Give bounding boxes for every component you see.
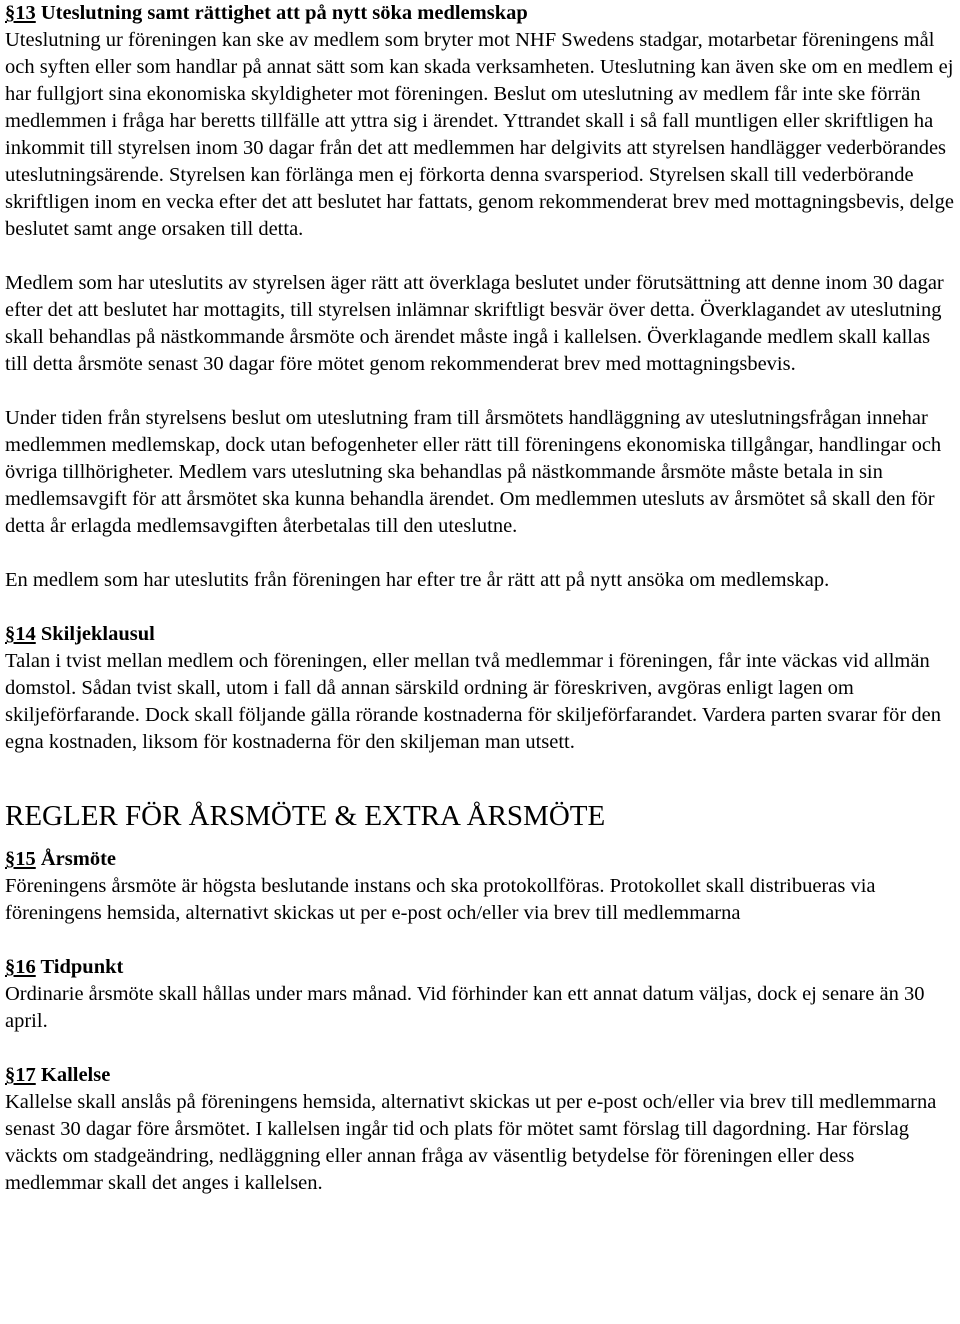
section-14-title: Skiljeklausul [35,623,155,645]
section-13-paragraph-4: En medlem som har uteslutits från föreningen har efter tre år rätt att på nytt ansöka om medlemskap. [5,569,830,591]
rules-heading: REGLER FÖR ÅRSMÖTE & EXTRA ÅRSMÖTE [5,800,606,832]
section-17-title: Kallelse [35,1064,111,1086]
section-17-heading [5,1062,957,1089]
section-15-number: §15 [5,848,36,870]
section-13-number: §13 [5,2,36,24]
section-17-number: §17 [5,1064,36,1086]
section-13-paragraph-1: Uteslutning ur föreningen kan ske av medlem som bryter mot NHF Swedens stadgar, motarbetar föreningens mål och syften eller som handlar på annat sätt som kan skada verksamheten. Uteslutning kan även ske om en medlem ej har fullgjort sina ekonomiska skyldigheter mot föreningen. Beslut om uteslutning av medlem får inte ske förrän medlemmen i fråga har beretts tillfälle att yttra sig i ärendet. Yttrandet skall i så fall muntligen eller skriftligen ha inkommit till styrelsen inom 30 dagar från det att medlemmen har delgivits att styrelsen handlägger vederbörandes uteslutningsärende. Styrelsen kan förlänga men ej förkorta denna svarsperiod. Styrelsen skall till vederbörande skriftligen inom en vecka efter det att beslutet har fattats, genom rekommenderat brev med mottagningsbevis, delge beslutet samt ange orsaken till detta. [5,29,954,240]
section-13-title: Uteslutning samt rättighet att på nytt söka medlemskap [35,2,528,24]
section-14-number: §14 [5,623,36,645]
section-16-title: Tidpunkt [35,956,124,978]
section-14-paragraph-1: Talan i tvist mellan medlem och föreningen, eller mellan två medlemmar i föreningen, får inte väckas vid allmän domstol. Sådan tvist skall, utom i fall då annan särskild ordning är föreskriven, avgöras enligt lagen om skiljeförfarande. Dock skall följande gälla rörande kostnaderna för skiljeförfarandet. Vardera parten svarar för den egna kostnaden, liksom för kostnaderna för den skiljeman man utsett. [5,650,941,753]
section-13-heading [5,0,957,27]
section-15-title: Årsmöte [35,848,117,870]
section-16-number: §16 [5,956,36,978]
section-15-paragraph-1: Föreningens årsmöte är högsta beslutande instans och ska protokollföras. Protokollet skall distribueras via föreningens hemsida, alternativt skickas ut per e-post och/eller via brev till medlemmarna [5,875,876,924]
section-16-heading [5,954,957,981]
section-15-heading [5,846,957,873]
section-13-paragraph-2: Medlem som har uteslutits av styrelsen äger rätt att överklaga beslutet under förutsättning att denne inom 30 dagar efter det att beslutet har mottagits, till styrelsen inlämnar skriftligt besvär över detta. Överklagandet av uteslutning skall behandlas på nästkommande årsmöte och ärendet måste ingå i kallelsen. Överklagande medlem skall kallas till detta årsmöte senast 30 dagar före mötet genom rekommenderat brev med mottagningsbevis. [5,272,944,375]
document-page [5,0,957,1197]
section-17-paragraph-1: Kallelse skall anslås på föreningens hemsida, alternativt skickas ut per e-post och/eller via brev till medlemmarna senast 30 dagar före årsmötet. I kallelsen ingår tid och plats för mötet samt förslag till dagordning. Har förslag väckts om stadgeändring, nedläggning eller annan fråga av väsentlig betydelse för föreningen eller dess medlemmar skall det anges i kallelsen. [5,1091,937,1194]
section-16-paragraph-1: Ordinarie årsmöte skall hållas under mars månad. Vid förhinder kan ett annat datum väljas, dock ej senare än 30 april. [5,983,925,1032]
section-14-heading [5,621,957,648]
section-13-paragraph-3: Under tiden från styrelsens beslut om uteslutning fram till årsmötets handläggning av uteslutningsfrågan innehar medlemmen medlemskap, dock utan befogenheter eller rätt till föreningens ekonomiska tillgångar, handlingar och övriga tillhörigheter. Medlem vars uteslutning ska behandlas på nästkommande årsmöte måste betala in sin medlemsavgift för att årsmötet ska kunna behandla ärendet. Om medlemmen utesluts av årsmötet så skall den för detta år erlagda medlemsavgiften återbetalas till den uteslutne. [5,407,942,537]
